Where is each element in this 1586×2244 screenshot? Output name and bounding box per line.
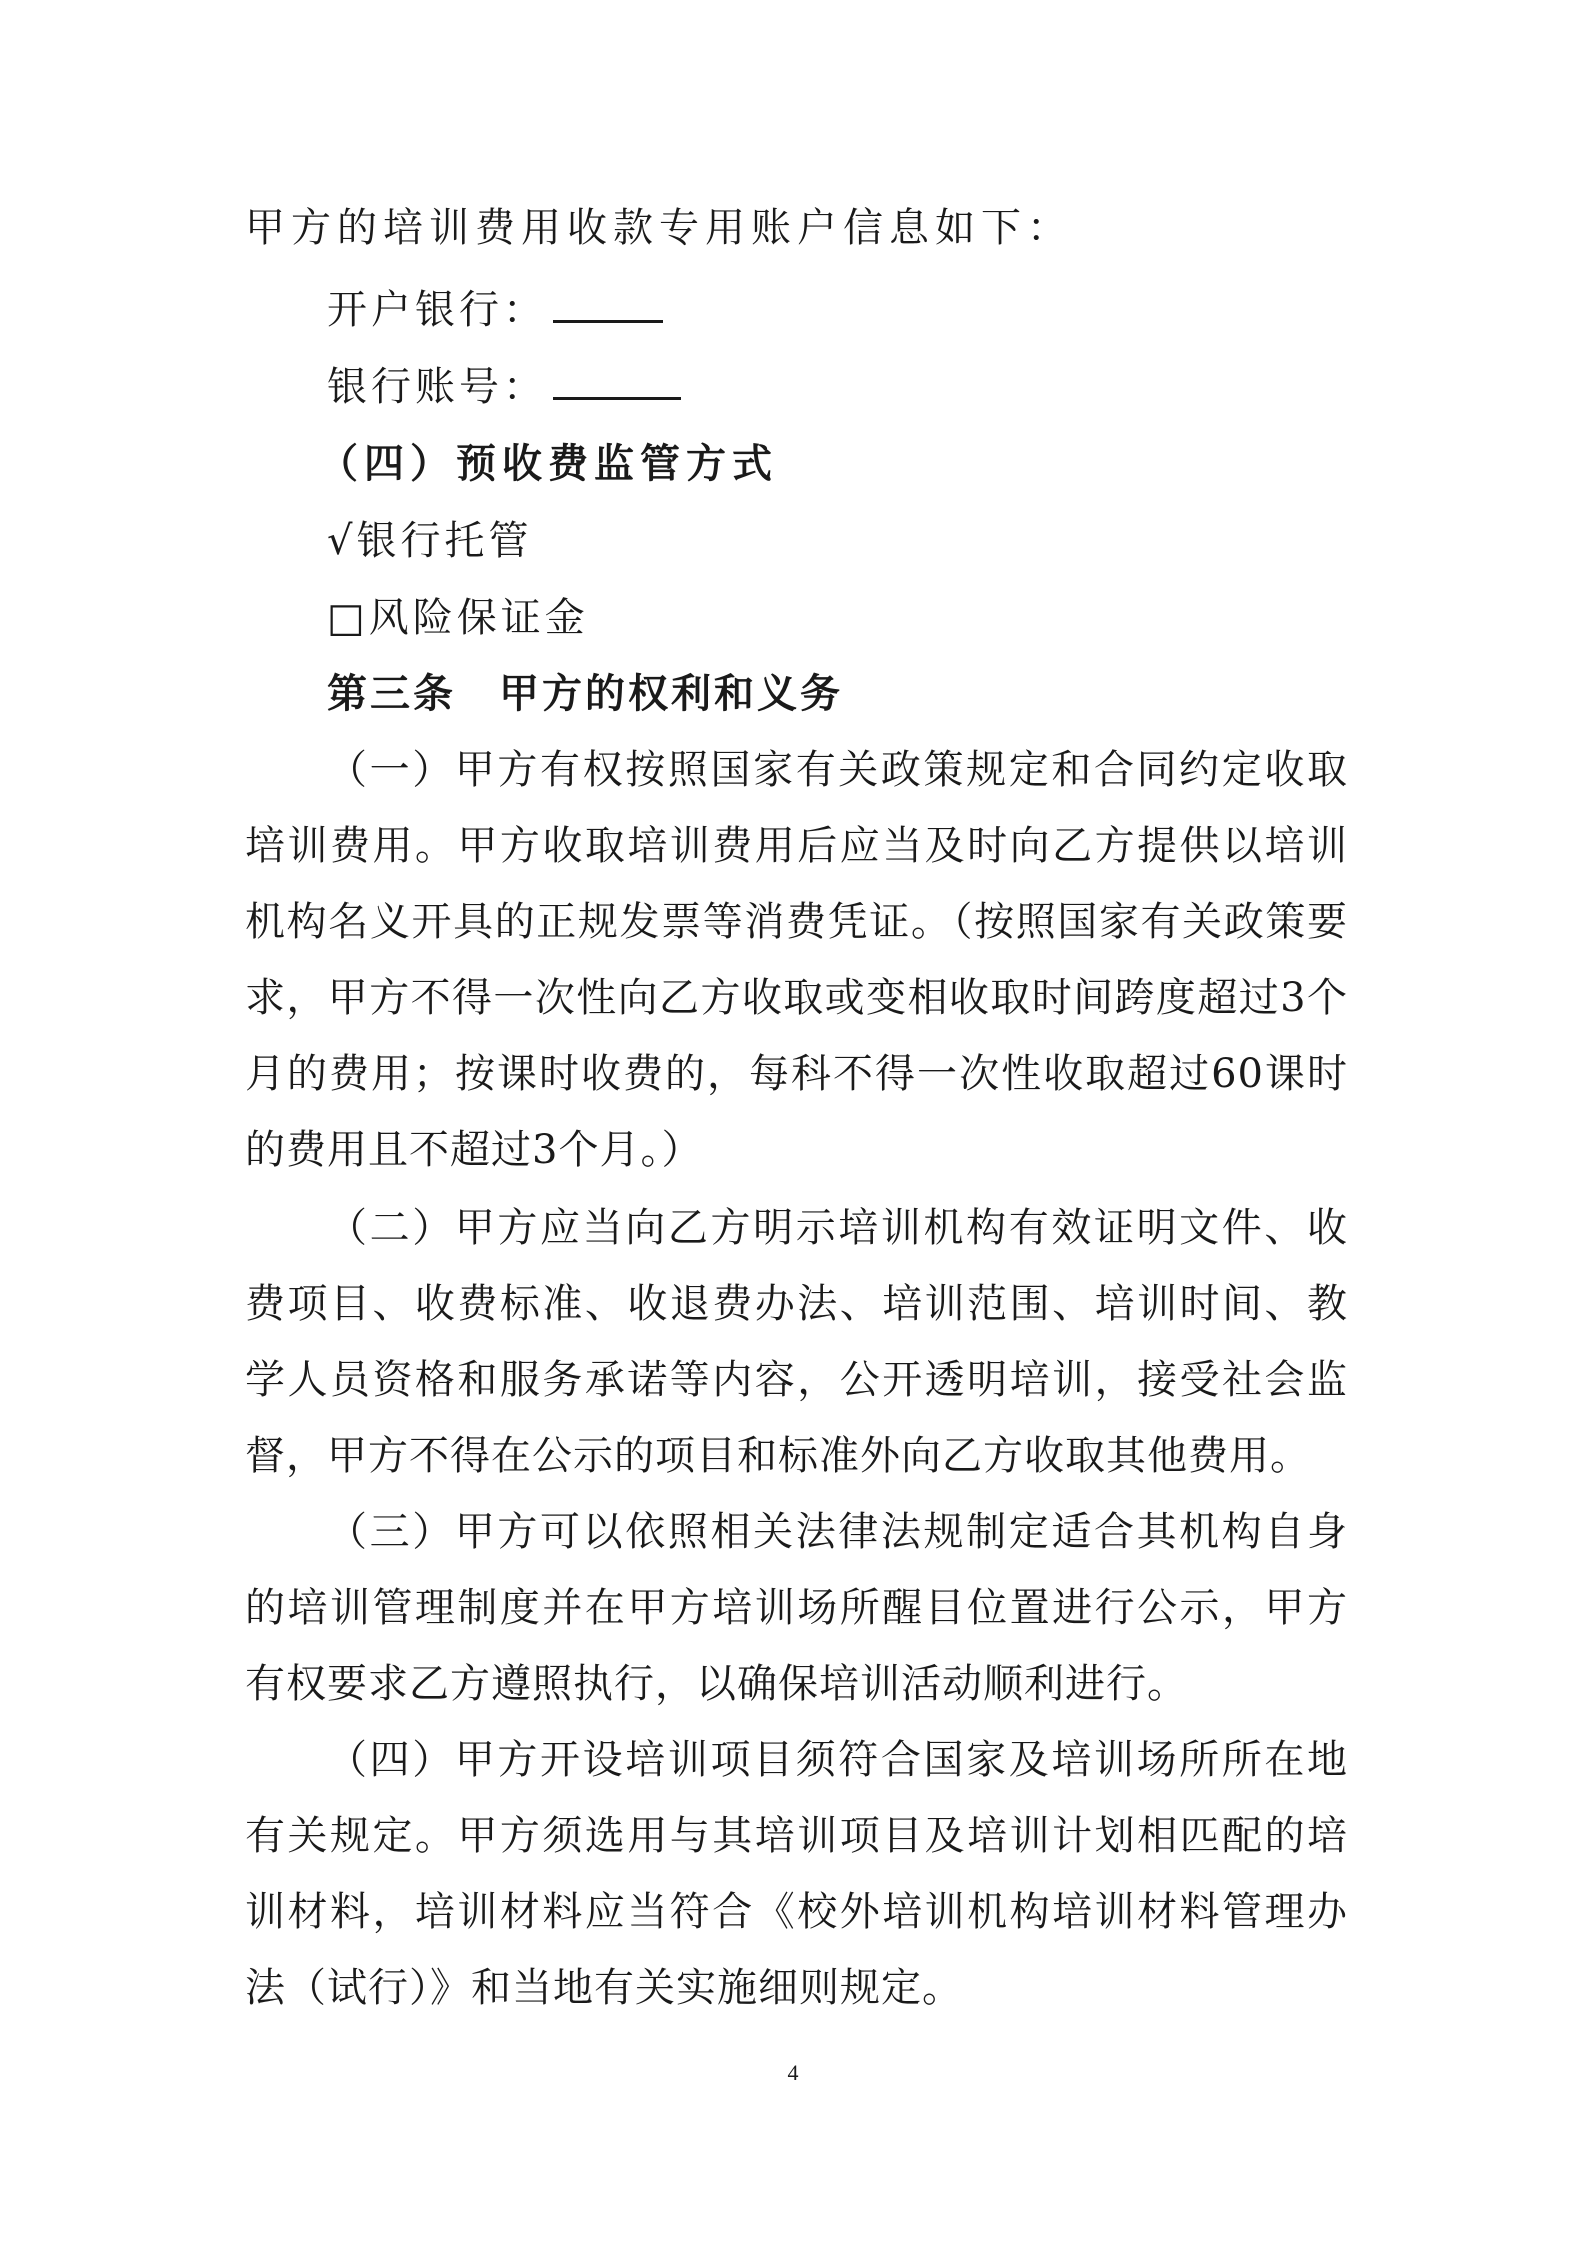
account-intro-text: 甲方的培训费用收款专用账户信息如下： — [245, 205, 1073, 251]
article-heading: 第三条 甲方的权利和义务 — [327, 671, 843, 717]
option-bank-custody: √银行托管 — [327, 518, 533, 564]
option-risk-deposit: □风险保证金 — [327, 595, 589, 641]
page-number: 4 — [787, 2060, 799, 2085]
bank-name-label: 开户银行： — [327, 287, 547, 333]
bank-name-line — [327, 280, 663, 340]
paragraph-1: （一）甲方有权按照国家有关政策规定和合同约定收取培训费用。甲方收取培训费用后应当及时向乙方提供以培训机构名义开具的正规发票等消费凭证。（按照国家有关政策要求，甲方不得一次性向乙方收取或变相收取时间跨度超过3个月的费用；按课时收费的，每科不得一次性收取超过60课时的费用且不超过3个月。） — [245, 747, 1348, 1173]
paragraph-2: （二）甲方应当向乙方明示培训机构有效证明文件、收费项目、收费标准、收退费办法、培训范围、培训时间、教学人员资格和服务承诺等内容，公开透明培训，接受社会监督，甲方不得在公示的项目和标准外向乙方收取其他费用。 — [245, 1205, 1348, 1479]
paragraph-3: （三）甲方可以依照相关法律法规制定适合其机构自身的培训管理制度并在甲方培训场所醒目位置进行公示，甲方有权要求乙方遵照执行，以确保培训活动顺利进行。 — [245, 1509, 1348, 1707]
paragraph-4: （四）甲方开设培训项目须符合国家及培训场所所在地有关规定。甲方须选用与其培训项目及培训计划相匹配的培训材料，培训材料应当符合《校外培训机构培训材料管理办法（试行）》和当地有关实施细则规定。 — [245, 1737, 1348, 2011]
bank-account-label: 银行账号： — [327, 364, 547, 410]
supervision-heading: （四）预收费监管方式 — [318, 440, 778, 487]
bank-account-blank — [553, 357, 681, 400]
bank-name-blank — [553, 280, 663, 323]
bank-account-line — [327, 357, 681, 417]
